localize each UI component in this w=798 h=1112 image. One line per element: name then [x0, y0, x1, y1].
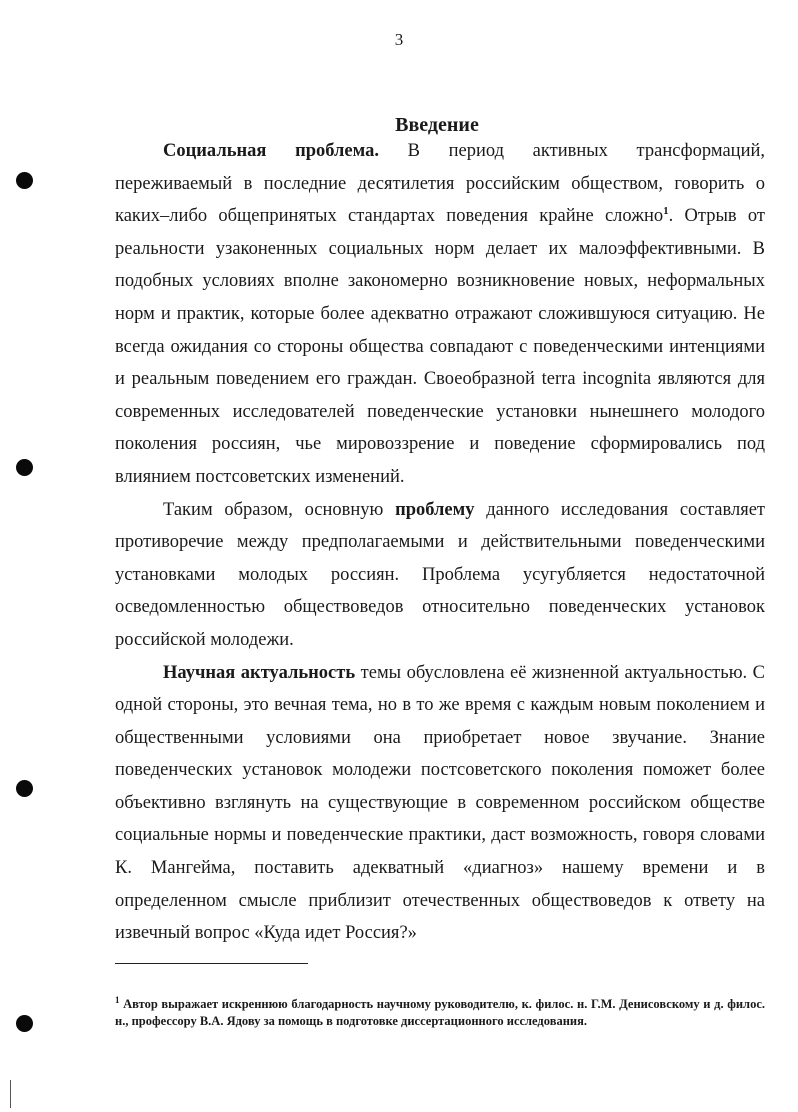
footnote-text: Автор выражает искреннюю благодарность научному руководителю, к. филос. н. Г.М. Денисовскому и д. филос. н., профессору В.А. Ядову за помощь в подготовке диссертационного исследования.	[115, 997, 765, 1028]
paragraph-social-problem	[115, 135, 765, 494]
paragraph-lead: Социальная проблема.	[163, 141, 379, 161]
paragraph-text: Таким образом, основную	[163, 499, 396, 520]
paragraph-main-problem	[115, 494, 765, 657]
binder-hole-mark	[16, 459, 33, 476]
footnote-reference: 1	[663, 205, 669, 218]
footnote	[115, 996, 765, 1030]
binder-hole-mark	[16, 780, 33, 797]
binder-hole-mark	[16, 172, 33, 189]
paragraph-text: данного исследования составляет противоречие между предполагаемыми и действительными поведенческими установками молодых россиян. Проблема усугубляется недостаточной осведомленностью обществоведов относительно поведенческих установок российской молодежи.	[115, 499, 766, 650]
footnote-mark: 1	[115, 994, 120, 1005]
page-number: 3	[394, 30, 404, 49]
body-text	[115, 135, 765, 950]
scan-edge-mark	[10, 1080, 11, 1108]
paragraph-relevance	[115, 657, 765, 950]
binder-hole-mark	[16, 1015, 33, 1032]
paragraph-lead: Научная актуальность	[163, 662, 356, 683]
footnote-divider	[115, 963, 308, 964]
paragraph-text: темы обусловлена её жизненной актуальностью. С одной стороны, это вечная тема, но в то же время с каждым новым поколением и общественными условиями она приобретает новое звучание. Знание поведенческих установок молодежи постсоветского поколения поможет более объективно взглянуть на существующие в современном российском обществе социальные нормы и поведенческие практики, даст возможность, говоря словами К. Мангейма, поставить адекватный «диагноз» нашему времени и в определенном смысле приблизит отечественных обществоведов к ответу на извечный вопрос «Куда идет Россия?»	[115, 662, 765, 944]
paragraph-text: . Отрыв от реальности узаконенных социальных норм делает их малоэффективными. В подобных условиях вполне закономерно возникновение новых, неформальных норм и практик, которые более адекватно отражают сложившуюся ситуацию. Не всегда ожидания со стороны общества совпадают с поведенческими интенциями и реальным поведением его граждан. Своеобразной terra incognita являются для современных исследователей поведенческие установки нынешнего молодого поколения россиян, чье мировоззрение и поведение сформировались под влиянием постсоветских изменений.	[115, 206, 765, 487]
paragraph-emphasis: проблему	[395, 499, 475, 520]
paragraph-text: В период активных трансформаций, переживаемый в последние десятилетия российским обществом, говорить о каких–либо общепринятых стандартах поведения крайне сложно	[115, 141, 765, 227]
section-title: Введение	[395, 114, 479, 136]
